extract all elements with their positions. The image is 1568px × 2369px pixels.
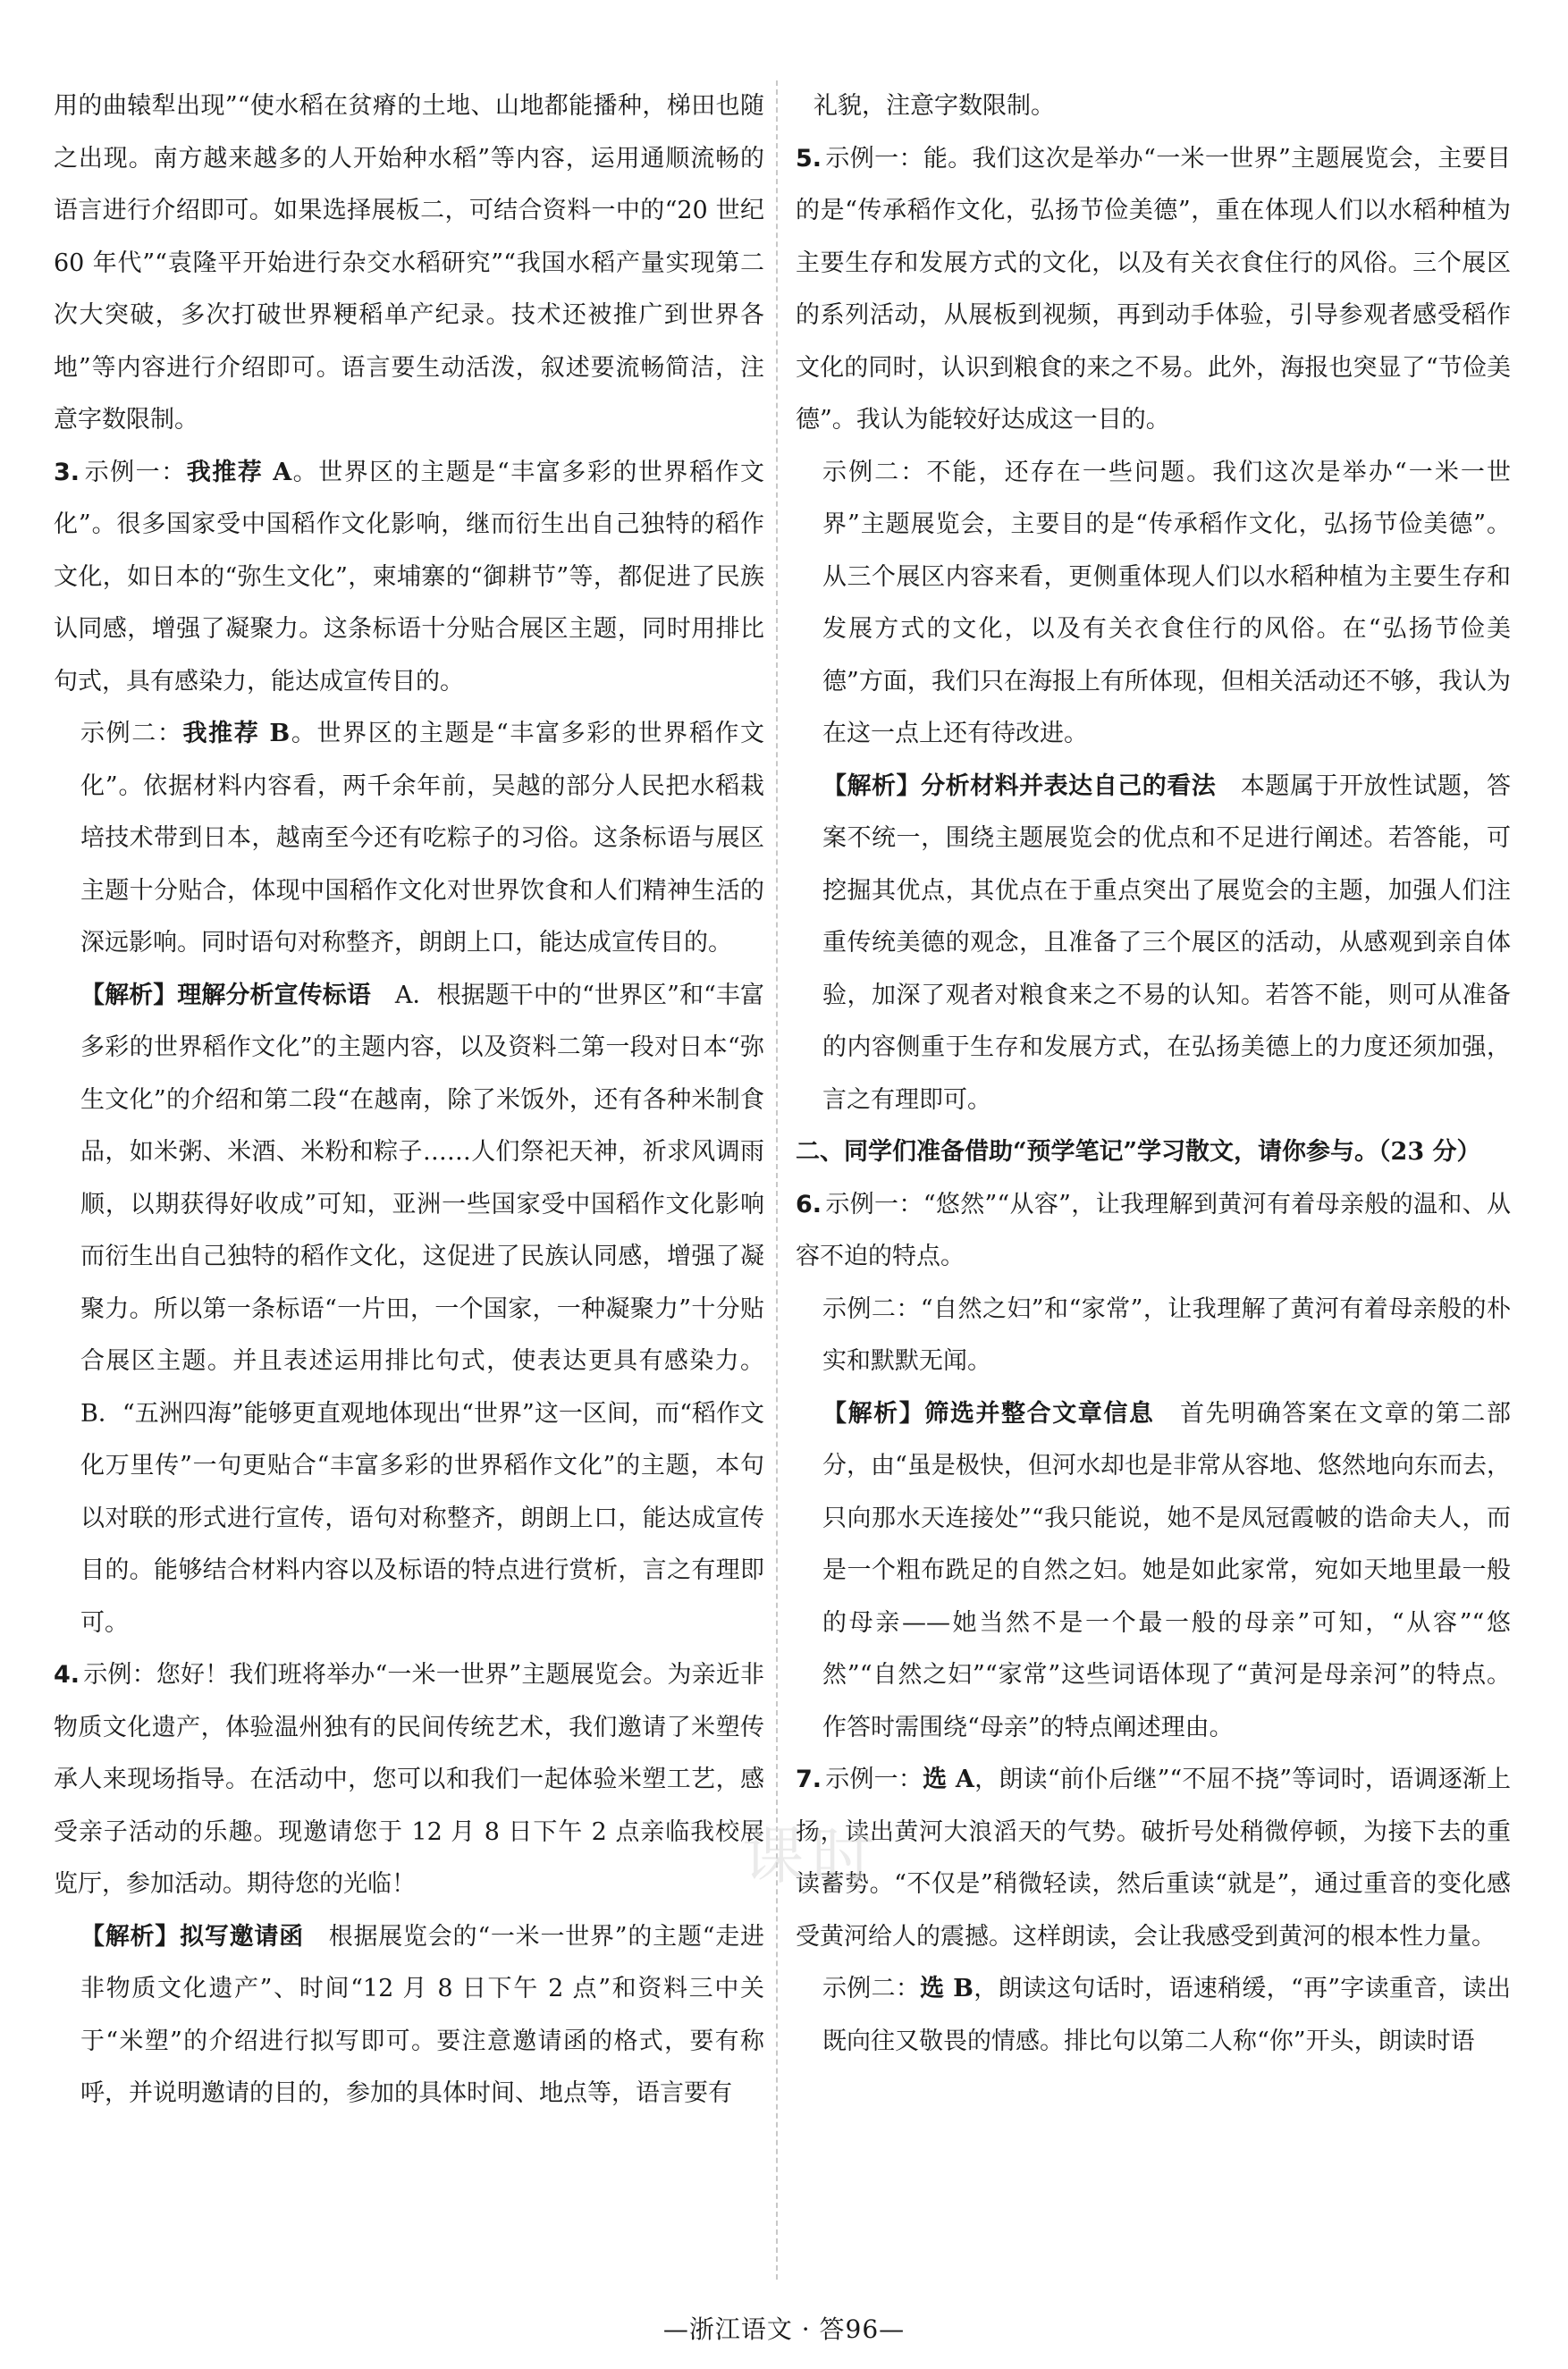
question-number: 7. (796, 1766, 822, 1793)
right-column (796, 80, 1511, 2068)
answer-choice: 选 A (923, 1766, 974, 1793)
answer-3-example-1 (54, 447, 764, 709)
question-number: 4. (54, 1661, 80, 1689)
example-prefix: 示例二： (822, 1975, 921, 2002)
answer-3-example-2 (54, 708, 764, 970)
page-footer: —浙江语文 · 答96— (662, 2314, 906, 2344)
left-column (54, 80, 764, 2120)
question-number: 3. (54, 458, 80, 486)
answer-text: ，朗读“前仆后继”“不屈不挠”等词时，语调逐渐上扬，读出黄河大浪滔天的气势。破折号处稍微停顿，为接下去的重读蓄势。“不仅是”稍微轻读，然后重读“就是”，通过重音的变化感受黄河给人的震撼。这样朗读，会让我感受到黄河的根本性力量。 (796, 1766, 1511, 1951)
answer-text: 示例：您好！我们班将举办“一米一世界”主题展览会。为亲近非物质文化遗产，体验温州独有的民间传统艺术，我们邀请了米塑传承人来现场指导。在活动中，您可以和我们一起体验米塑工艺，感受亲子活动的乐趣。现邀请您于 12 月 8 日下午 2 点亲临我校展览厅，参加活动。期待您的光临！ (54, 1661, 764, 1898)
example-prefix: 示例一： (825, 1766, 923, 1793)
example-prefix: 示例一： (83, 458, 187, 486)
analysis-6 (796, 1388, 1511, 1755)
answer-text: 示例一：能。我们这次是举办“一米一世界”主题展览会，主要目的是“传承稻作文化，弘扬节俭美德”，重在体现人们以水稻种植为主要生存和发展方式的文化，以及有关衣食住行的风俗。三个展区的系列活动，从展板到视频，再到动手体验，引导参观者感受稻作文化的同时，认识到粮食的来之不易。此外，海报也突显了“节俭美德”。我认为能较好达成这一目的。 (796, 144, 1511, 434)
answer-text: ，朗读这句话时，语速稍缓，“再”字读重音，读出既向往又敬畏的情感。排比句以第二人称“你”开头，朗读时语 (822, 1975, 1511, 2055)
question-number: 5. (796, 144, 822, 173)
paragraph-continued: 礼貌，注意字数限制。 (814, 92, 1055, 120)
answer-4 (54, 1649, 764, 1911)
analysis-tag: 【解析】筛选并整合文章信息 (822, 1399, 1155, 1428)
paragraph-continued: 用的曲辕犁出现”“使水稻在贫瘠的土地、山地都能播种，梯田也随之出现。南方越来越多的人开始种水稻”等内容，运用通顺流畅的语言进行介绍即可。如果选择展板二，可结合资料一中的“20 世纪 60 年代”“袁隆平开始进行杂交水稻研究”“我国水稻产量实现第二次大突破，多次打破世界粳稻单产纪录。技术还被推广到世界各地”等内容进行介绍即可。语言要生动活泼，叙述要流畅简洁，注意字数限制。 (54, 92, 764, 434)
analysis-text: 根据展览会的“一米一世界”的主题“走进非物质文化遗产”、时间“12 月 8 日下午 2 点”和资料三中关于“米塑”的介绍进行拟写即可。要注意邀请函的格式，要有称呼，并说明邀请的目的，参加的具体时间、地点等，语言要有 (80, 1922, 764, 2107)
analysis-text: A．根据题干中的“世界区”和“丰富多彩的世界稻作文化”的主题内容，以及资料二第一段对日本“弥生文化”的介绍和第二段“在越南，除了米饭外，还有各种米制食品，如米粥、米酒、米粉和粽子……人们祭祀天神，祈求风调雨顺，以期获得好收成”可知，亚洲一些国家受中国稻作文化影响而衍生出自己独特的稻作文化，这促进了民族认同感，增强了凝聚力。所以第一条标语“一片田，一个国家，一种凝聚力”十分贴合展区主题。并且表述运用排比句式，使表达更具有感染力。B．“五洲四海”能够更直观地体现出“世界”这一区间，而“稻作文化万里传”一句更贴合“丰富多彩的世界稻作文化”的主题，本句以对联的形式进行宣传，语句对称整齐，朗朗上口，能达成宣传目的。能够结合材料内容以及标语的特点进行赏析，言之有理即可。 (80, 981, 764, 1637)
answer-choice: 我推荐 B (182, 720, 291, 747)
answer-5-example-2: 示例二：不能，还存在一些问题。我们这次是举办“一米一世界”主题展览会，主要目的是“传承稻作文化，弘扬节俭美德”。从三个展区内容来看，更侧重体现人们以水稻种植为主要生存和发展方式的文化，以及有关衣食住行的风俗。在“弘扬节俭美德”方面，我们只在海报上有所体现，但相关活动还不够，我认为在这一点上还有待改进。 (822, 458, 1511, 747)
analysis-tag: 【解析】分析材料并表达自己的看法 (822, 771, 1217, 800)
example-prefix: 示例二： (80, 720, 183, 747)
column-divider (776, 80, 778, 2280)
analysis-tag: 【解析】拟写邀请函 (80, 1922, 304, 1951)
answer-choice: 我推荐 A (186, 458, 292, 486)
answer-5-example-1 (796, 133, 1511, 447)
answer-text: 。世界区的主题是“丰富多彩的世界稻作文化”。很多国家受中国稻作文化影响，继而衍生出自己独特的稻作文化，如日本的“弥生文化”，柬埔寨的“御耕节”等，都促进了民族认同感，增强了凝聚力。这条标语十分贴合展区主题，同时用排比句式，具有感染力，能达成宣传目的。 (54, 458, 764, 696)
question-number: 6. (796, 1190, 822, 1218)
analysis-5 (796, 761, 1511, 1127)
analysis-4 (54, 1911, 764, 2120)
analysis-text: 本题属于开放性试题，答案不统一，围绕主题展览会的优点和不足进行阐述。若答能，可挖掘其优点，其优点在于重点突出了展览会的主题，加强人们注重传统美德的观念，且准备了三个展区的活动，从感观到亲自体验，加深了观者对粮食来之不易的认知。若答不能，则可从准备的内容侧重于生存和发展方式，在弘扬美德上的力度还须加强，言之有理即可。 (822, 771, 1512, 1114)
answer-6-example-2: 示例二：“自然之妇”和“家常”，让我理解了黄河有着母亲般的朴实和默默无闻。 (822, 1294, 1511, 1375)
answer-7-example-2 (796, 1963, 1511, 2068)
answer-choice: 选 B (920, 1975, 974, 2002)
answer-text: 示例一：“悠然”“从容”，让我理解到黄河有着母亲般的温和、从容不迫的特点。 (796, 1190, 1511, 1270)
analysis-3 (54, 970, 764, 1650)
answer-6-example-1 (796, 1179, 1511, 1284)
section-heading: 二、同学们准备借助“预学笔记”学习散文，请你参与。（23 分） (796, 1138, 1481, 1166)
analysis-text: 首先明确答案在文章的第二部分，由“虽是极快，但河水却也是非常从容地、悠然地向东而去，只向那水天连接处”“我只能说，她不是凤冠霞帔的诰命夫人，而是一个粗布跣足的自然之妇。她是如此家常，宛如天地里最一般的母亲——她当然不是一个最一般的母亲”可知，“从容”“悠然”“自然之妇”“家常”这些词语体现了“黄河是母亲河”的特点。作答时需围绕“母亲”的特点阐述理由。 (822, 1399, 1511, 1741)
answer-text: 。世界区的主题是“丰富多彩的世界稻作文化”。依据材料内容看，两千余年前，吴越的部分人民把水稻栽培技术带到日本，越南至今还有吃粽子的习俗。这条标语与展区主题十分贴合，体现中国稻作文化对世界饮食和人们精神生活的深远影响。同时语句对称整齐，朗朗上口，能达成宣传目的。 (80, 720, 764, 957)
watermark: 课时 (742, 1819, 881, 1893)
analysis-tag: 【解析】理解分析宣传标语 (80, 981, 371, 1009)
